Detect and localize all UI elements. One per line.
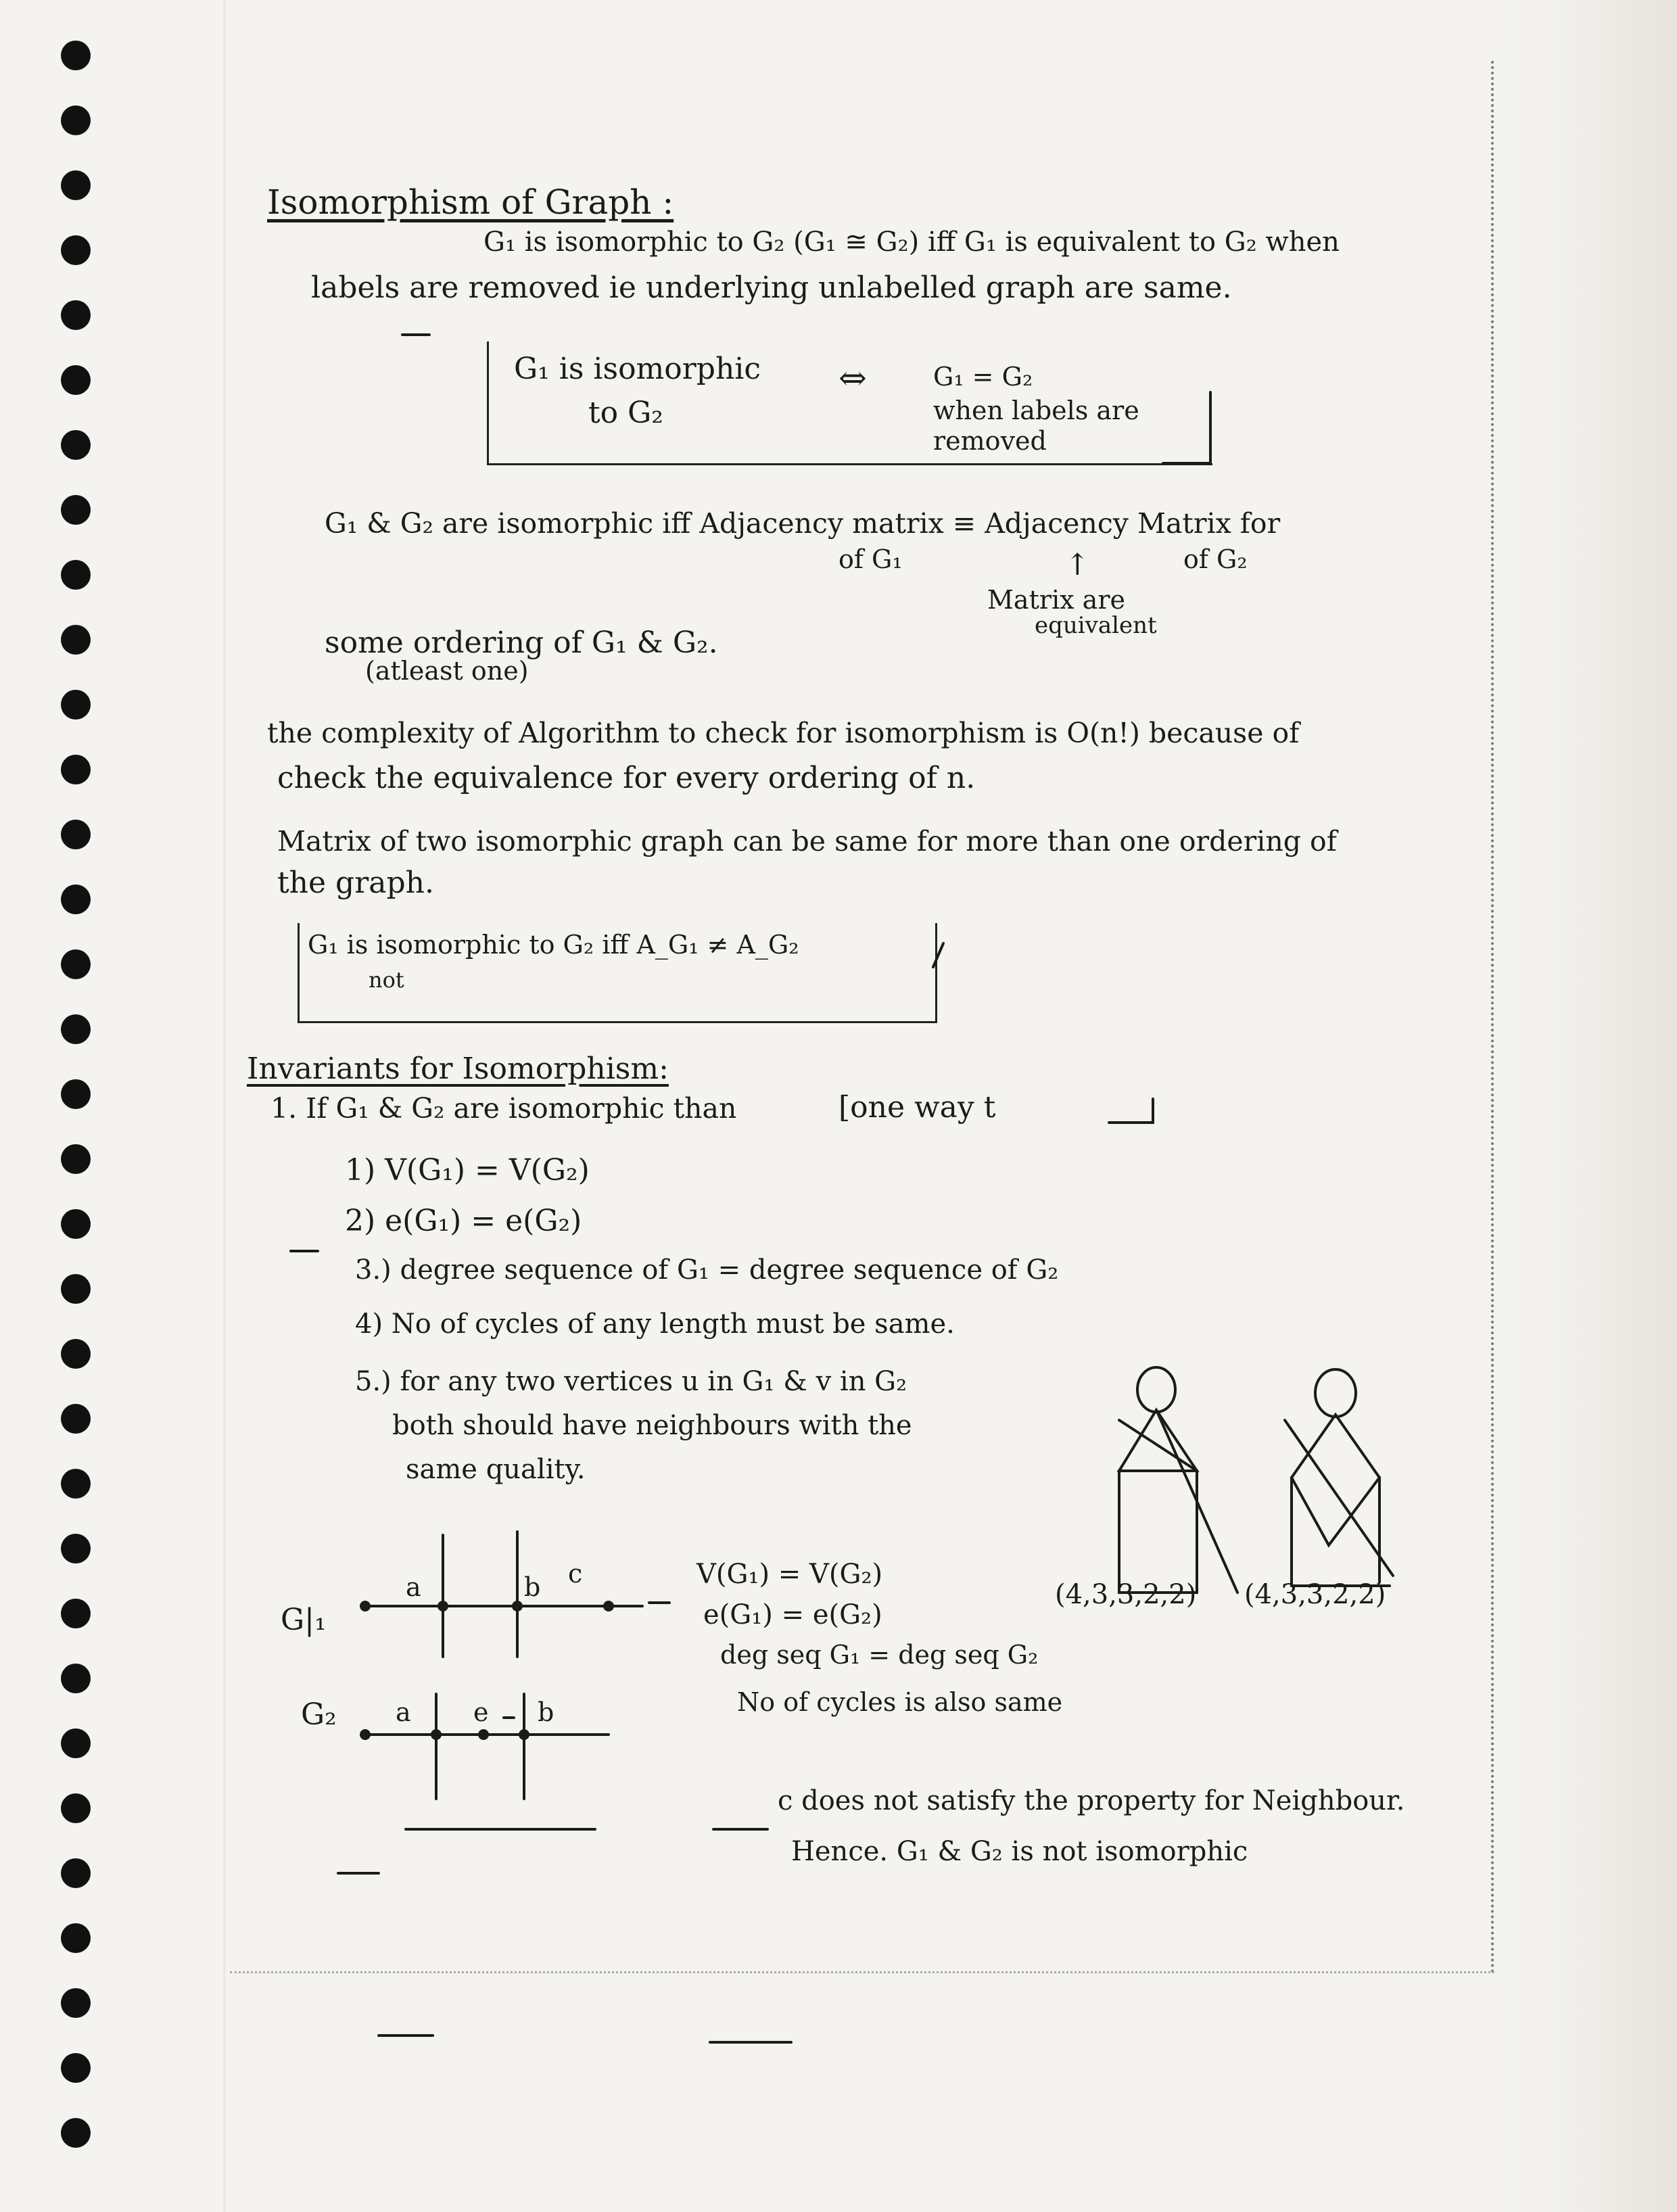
matrix-note-line-1b: Matrix of two isomorphic graph can be same for more than one ordering of — [277, 825, 1337, 857]
invariant-5-cont-2: same quality. — [406, 1454, 586, 1485]
matrix-note-line-1: Matrix are — [987, 585, 1125, 615]
conclusion-line-1: c does not satisfy the property for Neighbour. — [778, 1785, 1405, 1816]
fact-2: e(G₁) = e(G₂) — [703, 1599, 882, 1630]
complexity-line-1: the complexity of Algorithm to check for isomorphism is O(n!) because of — [267, 717, 1300, 749]
invariant-2: 2) e(G₁) = e(G₂) — [345, 1204, 582, 1238]
box1-right-line-2: when labels are — [933, 396, 1139, 425]
box1-left-line-2: to G₂ — [588, 396, 663, 430]
ordering-line: some ordering of G₁ & G₂. — [325, 626, 718, 660]
adjacency-of-g1: of G₁ — [839, 544, 903, 574]
one-way-note: [one way t — [839, 1090, 996, 1125]
up-arrow: ↑ — [1065, 548, 1090, 582]
g2-vertex-a: a — [396, 1697, 411, 1727]
invariant-1: 1) V(G₁) = V(G₂) — [345, 1153, 590, 1187]
invariants-title: Invariants for Isomorphism: — [247, 1052, 669, 1086]
atleast-note: (atleast one) — [365, 656, 529, 686]
matrix-note-line-2: equivalent — [1035, 612, 1157, 639]
house2-loop — [1315, 1369, 1356, 1417]
degree-seq-g1: (4,3,3,2,2) — [1055, 1579, 1197, 1610]
page-title: Isomorphism of Graph : — [267, 183, 674, 222]
fact-4: No of cycles is also same — [737, 1687, 1063, 1717]
box1-right-line-3: removed — [933, 426, 1047, 456]
fact-3: deg seq G₁ = deg seq G₂ — [720, 1640, 1039, 1670]
g1-label: G|₁ — [281, 1603, 327, 1637]
g2-vertex-e: e — [473, 1697, 489, 1727]
invariant-4: 4) No of cycles of any length must be same. — [355, 1309, 955, 1340]
house1-loop — [1137, 1367, 1175, 1412]
complexity-line-2: check the equivalence for every ordering of n. — [277, 761, 976, 795]
box2-not: not — [369, 967, 404, 993]
invariant-3: 3.) degree sequence of G₁ = degree sequence of G₂ — [355, 1254, 1059, 1286]
g1-vertex-b: b — [524, 1572, 541, 1602]
g2-label: G₂ — [301, 1697, 337, 1732]
invariants-intro: 1. If G₁ & G₂ are isomorphic than — [270, 1092, 737, 1125]
matrix-note-line-2b: the graph. — [277, 866, 434, 900]
fact-1: V(G₁) = V(G₂) — [696, 1559, 883, 1590]
box2-text: G₁ is isomorphic to G₂ iff A_G₁ ≠ A_G₂ — [308, 930, 799, 960]
house2-kite — [1292, 1415, 1379, 1545]
box1-left-line-1: G₁ is isomorphic — [514, 352, 761, 386]
house1-body — [1119, 1471, 1197, 1593]
iff-arrow: ⇔ — [839, 358, 867, 398]
degree-seq-g2: (4,3,3,2,2) — [1244, 1579, 1386, 1610]
invariant-5: 5.) for any two vertices u in G₁ & v in G₂ — [355, 1366, 907, 1397]
box1-right-line-1: G₁ = G₂ — [933, 362, 1033, 392]
adjacency-of-g2: of G₂ — [1183, 544, 1248, 574]
intro-line-2: labels are removed ie underlying unlabelled graph are same. — [311, 270, 1232, 305]
g1-vertex-c: c — [568, 1559, 583, 1589]
g1-vertex-a: a — [406, 1572, 421, 1602]
invariant-5-cont: both should have neighbours with the — [392, 1410, 912, 1441]
g2-vertex-b: b — [538, 1697, 554, 1727]
intro-line-1: G₁ is isomorphic to G₂ (G₁ ≅ G₂) iff G₁ is equivalent to G₂ when — [483, 227, 1340, 258]
conclusion-line-2: Hence. G₁ & G₂ is not isomorphic — [791, 1836, 1248, 1867]
adjacency-line: G₁ & G₂ are isomorphic iff Adjacency matrix ≡ Adjacency Matrix for — [325, 507, 1281, 540]
